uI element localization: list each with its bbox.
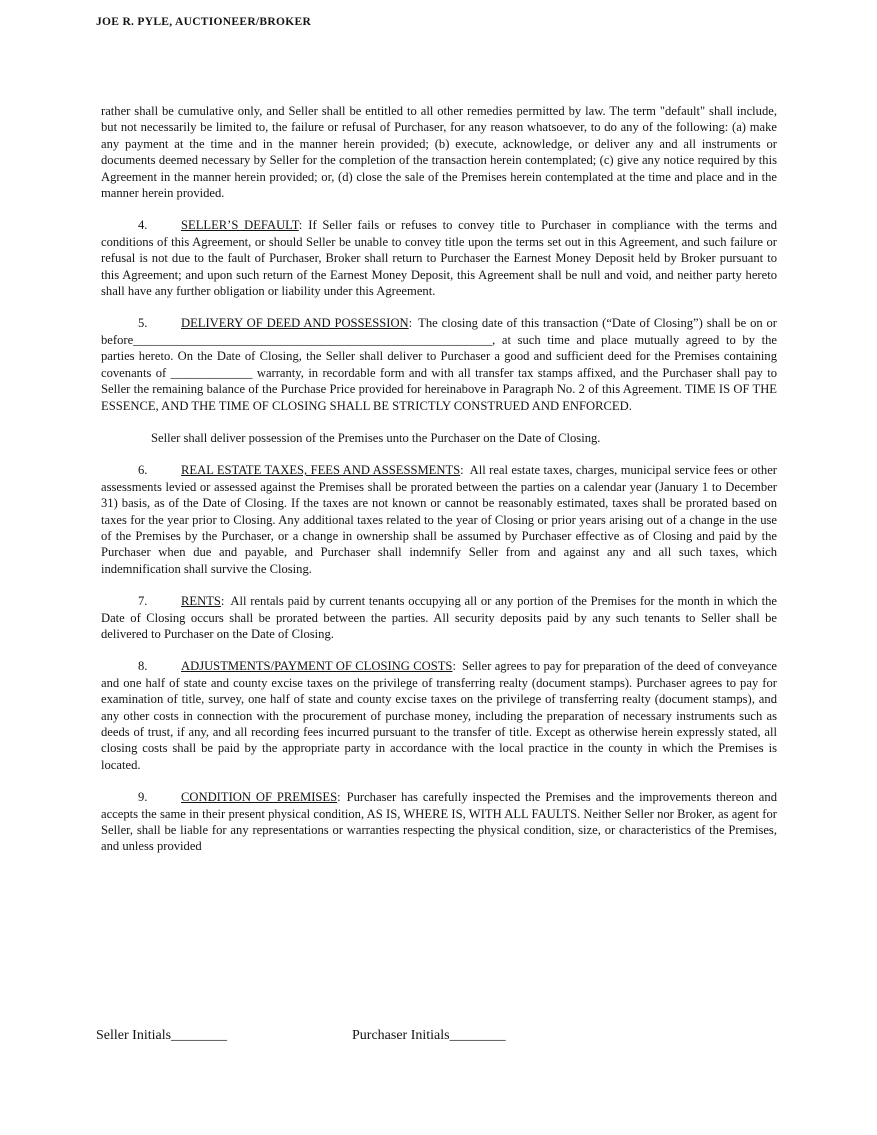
paragraph-heading: RENTS xyxy=(181,594,221,609)
purchaser-initials-label: Purchaser Initials xyxy=(352,1028,450,1043)
paragraph-heading: CONDITION OF PREMISES xyxy=(181,790,338,805)
purchaser-initials-blank: ________ xyxy=(449,1028,506,1043)
paragraph-text: Seller agrees to pay for preparation of the deed of conveyance and one half of state and county excise taxes on the privilege of transferring realty (document stamps). Purchaser agrees to pay for examination of title, survey, one half of state and county excise taxes on the privilege of transferring realty (document stamps), and any other costs in connection with the procurement of purchase money, including the preparation of necessary instruments such as deeds of trust, if any, and all recording fees incurred pursuant to the transfer of title. Except as otherwise herein expressly stated, all closing costs shall be paid by the appropriate party in accordance with the local practice in the county in which the Premises is located. xyxy=(101,659,777,772)
paragraph-heading: DELIVERY OF DEED AND POSSESSION xyxy=(181,316,409,331)
paragraph-heading: SELLER’S DEFAULT xyxy=(181,218,299,233)
paragraph-8-closing-costs xyxy=(101,658,777,773)
paragraph-number: 4. xyxy=(138,218,148,233)
contract-body xyxy=(101,103,777,871)
paragraph-text: If Seller fails or refuses to convey title to Purchaser in compliance with the terms and conditions of this Agreement, or should Seller be unable to convey title upon the terms set out in this Agreement, and such failure or refusal is not due to the fault of Purchaser, Broker shall return to Purchaser the Earnest Money Deposit held by Broker pursuant to this Agreement; and upon such return of the Earnest Money Deposit, this Agreement shall be null and void, and neither party hereto shall have any further obligation or liability under this Agreement. xyxy=(101,218,777,299)
seller-initials-blank: ________ xyxy=(171,1028,228,1043)
paragraph-4-sellers-default xyxy=(101,217,777,299)
paragraph-number: 8. xyxy=(138,659,148,674)
paragraph-number: 5. xyxy=(138,316,148,331)
paragraph-default-continuation xyxy=(101,103,777,201)
paragraph-heading: ADJUSTMENTS/PAYMENT OF CLOSING COSTS xyxy=(181,659,453,674)
heading-colon: : xyxy=(337,790,341,805)
paragraph-9-condition-of-premises xyxy=(101,789,777,855)
paragraph-number: 7. xyxy=(138,594,148,609)
broker-header: JOE R. PYLE, AUCTIONEER/BROKER xyxy=(96,16,312,28)
purchaser-initials-line xyxy=(352,1028,506,1044)
paragraph-7-rents xyxy=(101,593,777,642)
seller-initials-label: Seller Initials xyxy=(96,1028,172,1043)
heading-colon: : xyxy=(298,218,303,233)
paragraph-number: 6. xyxy=(138,463,148,478)
paragraph-text: Purchaser has carefully inspected the Premises and the improvements thereon and accepts the same in their present physical condition, AS IS, WHERE IS, WITH ALL FAULTS. Neither Seller nor Broker, as agent for Seller, shall be liable for any representations or warranties respecting the physical condition, size, or characteristics of the Premises, and unless provided xyxy=(101,790,777,854)
paragraph-text: rather shall be cumulative only, and Seller shall be entitled to all other remedies permitted by law. The term "default" shall include, but not necessarily be limited to, the failure or refusal of Purchaser, for any reason whatsoever, to do any of the following: (a) make any payment at the time and in the manner herein provided; (b) execute, acknowledge, or deliver any and all instruments or documents deemed necessary by Seller for the completion of the transaction herein contemplated; (c) give any notice required by this Agreement in the manner herein provided; or, (d) close the sale of the Premises herein contemplated at the time and place and in the manner herein provided. xyxy=(101,104,777,201)
heading-colon: : xyxy=(460,463,464,478)
paragraph-text: All real estate taxes, charges, municipal service fees or other assessments levied or assessed against the Premises shall be prorated between the parties on a calendar year (January 1 to December 31) basis, as of the Date of Closing. If the taxes are not known or cannot be reasonably estimated, taxes shall be prorated based on taxes for the year prior to Closing. Any additional taxes related to the year of Closing or prior years arising out of a change in the use of the Premises by the Purchaser, or a change in ownership shall be assumed by Purchaser effective as of Closing and paid by the Purchaser when due and payable, and Purchaser shall indemnify Seller from and against any and all such taxes, which indemnification shall survive the Closing. xyxy=(101,463,777,576)
paragraph-heading: REAL ESTATE TAXES, FEES AND ASSESSMENTS xyxy=(181,463,461,478)
heading-colon: : xyxy=(408,316,413,331)
paragraph-text: All rentals paid by current tenants occupying all or any portion of the Premises for the month in which the Date of Closing occurs shall be prorated between the parties. All security deposits paid by any such tenants to Seller shall be delivered to Purchaser on the Date of Closing. xyxy=(101,594,777,641)
paragraph-5-delivery-of-deed xyxy=(101,315,777,413)
paragraph-6-real-estate-taxes xyxy=(101,462,777,577)
heading-colon: : xyxy=(452,659,456,674)
paragraph-text: The closing date of this transaction (“Date of Closing”) shall be on or before_________________________________________________________, at such time and place mutually agreed to by the parties hereto. On the Date of Closing, the Seller shall deliver to Purchaser a good and sufficient deed for the Premises containing covenants of _____________ warranty, in recordable form and with all transfer tax stamps affixed, and the Purchaser shall pay to Seller the remaining balance of the Purchase Price provided for hereinabove in Paragraph No. 2 of this Agreement. TIME IS OF THE ESSENCE, AND THE TIME OF CLOSING SHALL BE STRICTLY CONSTRUED AND ENFORCED. xyxy=(101,316,777,413)
heading-colon: : xyxy=(220,594,225,609)
seller-initials-line xyxy=(96,1028,227,1044)
paragraph-possession xyxy=(101,430,777,446)
paragraph-number: 9. xyxy=(138,790,148,805)
paragraph-text: Seller shall deliver possession of the Premises unto the Purchaser on the Date of Closing. xyxy=(151,430,601,445)
